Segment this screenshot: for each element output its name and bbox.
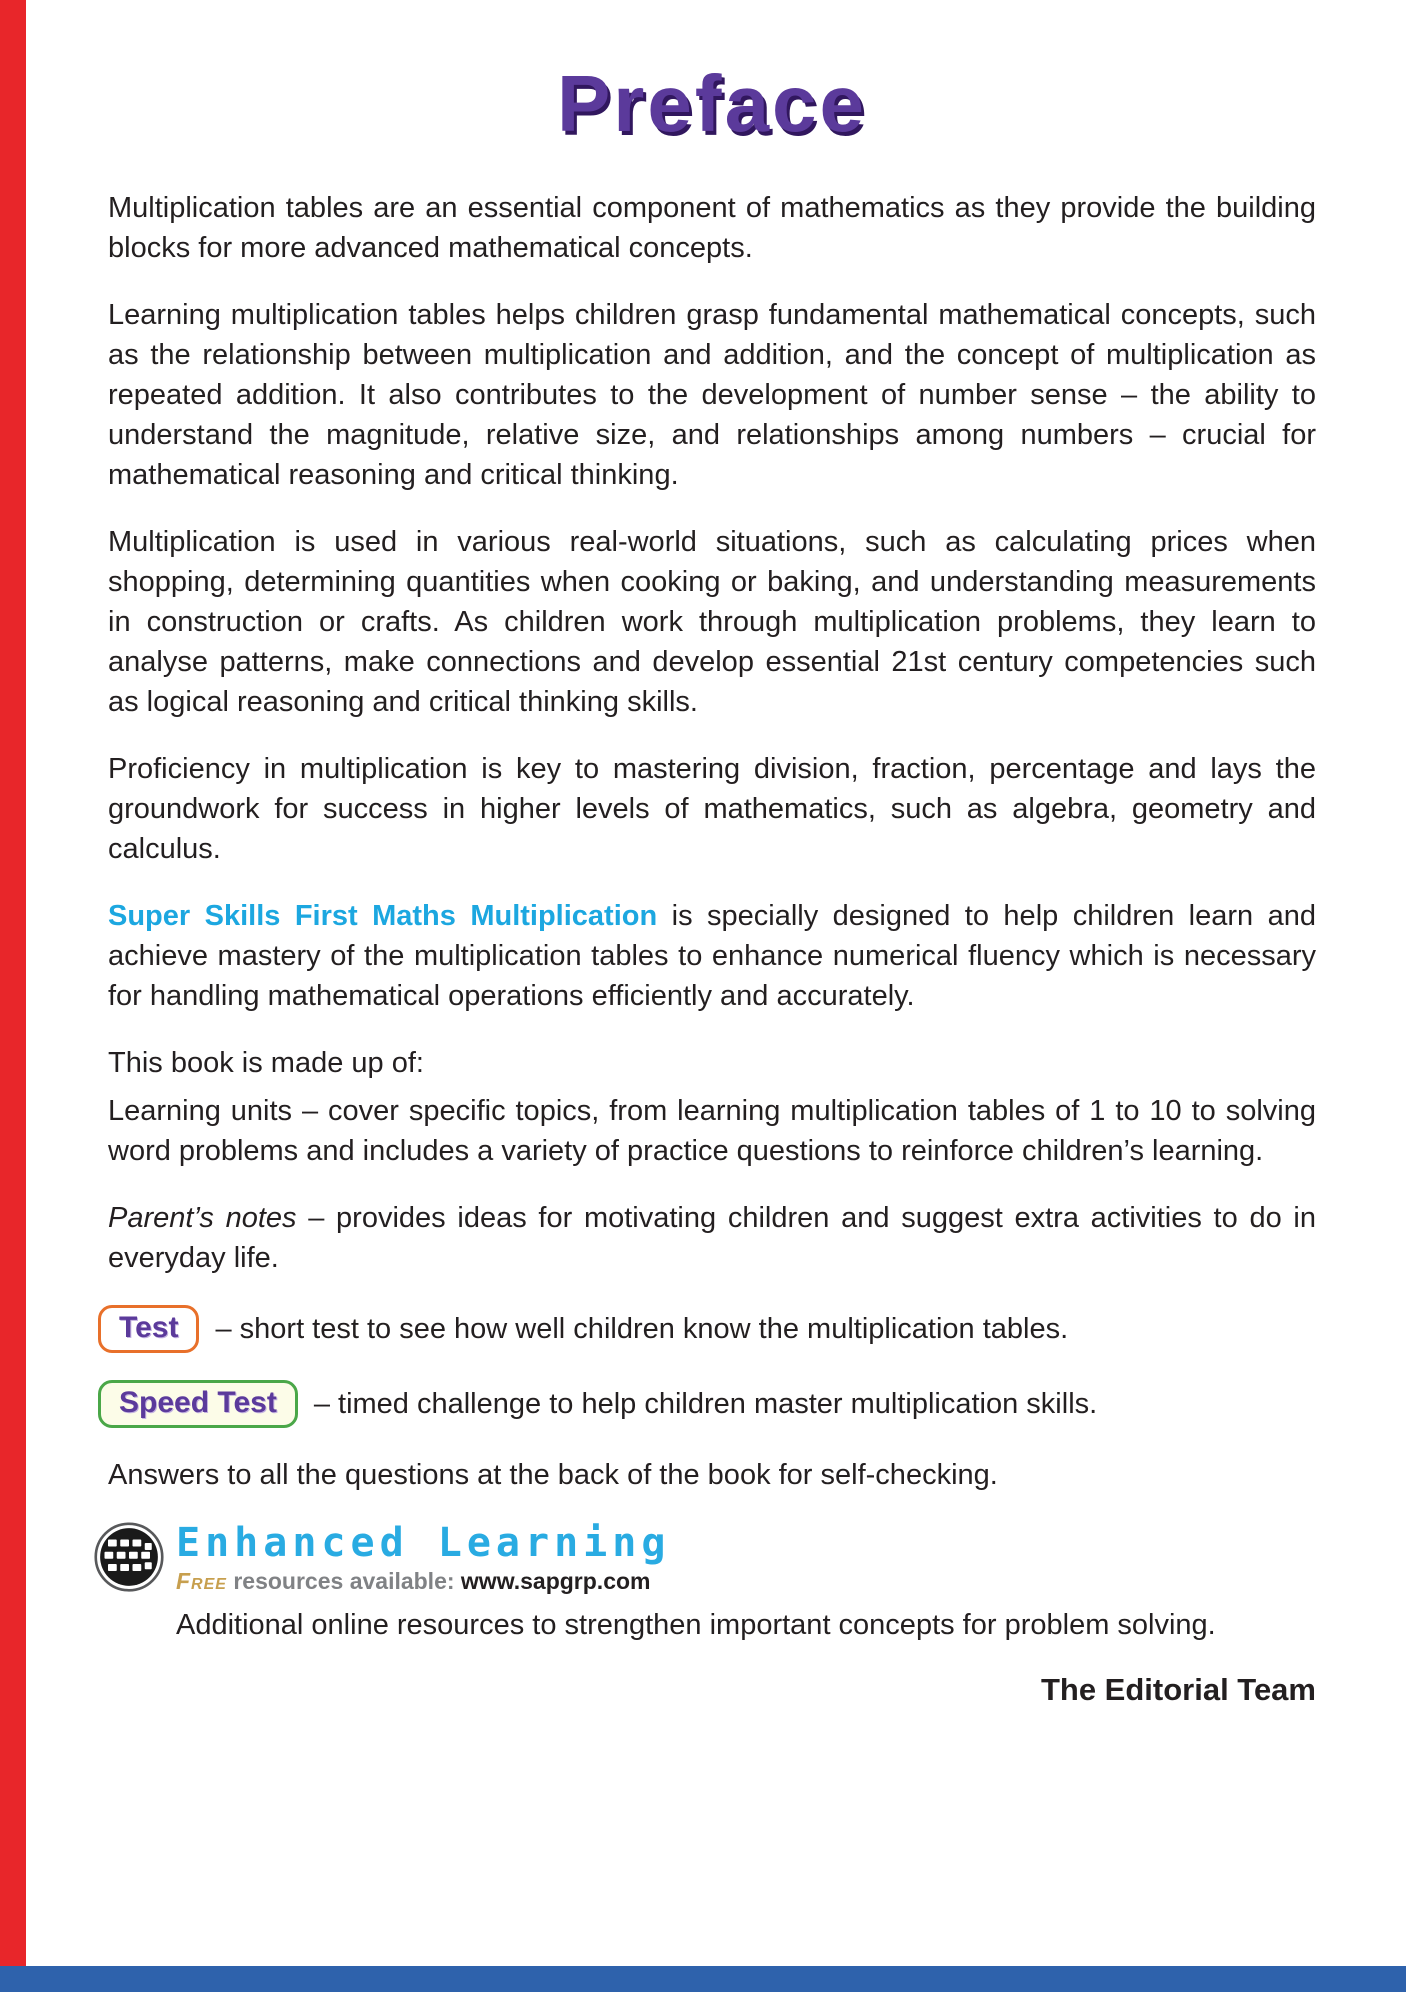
paragraph-proficiency: Proficiency in multiplication is key to mastering division, fraction, percentage and lays the groundwork for success in higher levels of mathematics, such as algebra, geometry and calculus. — [108, 753, 1316, 866]
speed-test-badge: Speed Test — [98, 1380, 298, 1428]
editorial-team-signature: The Editorial Team — [1040, 1672, 1316, 1708]
enhanced-learning-textblock — [176, 1522, 670, 1595]
resources-url: www.sapgrp.com — [460, 1568, 651, 1595]
enhanced-learning-subtitle — [176, 1568, 670, 1595]
bottom-accent-strip — [0, 1966, 1406, 1992]
speed-test-row — [98, 1380, 1316, 1428]
page-title: Preface — [556, 59, 868, 148]
enhanced-learning-block — [94, 1522, 1316, 1595]
paragraph-book-title — [108, 896, 1316, 1016]
parents-notes-rest: – provides ideas for motivating children and suggest extra activities to do in everyday life. — [108, 1202, 1316, 1275]
paragraph-made-up-of: This book is made up of: — [108, 1047, 424, 1080]
book-title-text: Super Skills First Maths Multiplication — [108, 900, 658, 933]
parents-notes-label: Parent’s notes — [108, 1202, 297, 1235]
test-badge: Test — [98, 1305, 199, 1353]
paragraph-parents-notes — [108, 1198, 1316, 1278]
book-title-rest: is specially designed to help children learn and achieve mastery of the multiplication tables to enhance numerical fluency which is necessary for handling mathematical operations efficiently and accurately. — [108, 900, 1316, 1013]
paragraph-learning-units: Learning units – cover specific topics, from learning multiplication tables of 1 to 10 to solving word problems and includes a variety of practice questions to reinforce children’s learning. — [108, 1095, 1316, 1168]
enhanced-learning-globe-icon — [94, 1522, 164, 1592]
enhanced-learning-title: Enhanced Learning — [176, 1520, 671, 1567]
paragraph-real-world: Multiplication is used in various real-world situations, such as calculating prices when shopping, determining quantities when cooking or baking, and understanding measurements in construction or crafts. As children work through multiplication problems, they learn to analyse patterns, make connections and develop essential 21st century competencies such as logical reasoning and critical thinking skills. — [108, 526, 1316, 719]
paragraph-intro: Multiplication tables are an essential component of mathematics as they provide the building blocks for more advanced mathematical concepts. — [108, 192, 1316, 265]
paragraph-learning-tables: Learning multiplication tables helps children grasp fundamental mathematical concepts, such as the relationship between multiplication and addition, and the concept of multiplication as repeated addition. It also contributes to the development of number sense – the ability to understand the magnitude, relative size, and relationships among numbers – crucial for mathematical reasoning and critical thinking. — [108, 299, 1316, 492]
left-accent-strip — [0, 0, 26, 1966]
resources-label: resources available: — [233, 1568, 455, 1595]
paragraph-online-resources: Additional online resources to strengthen important concepts for problem solving. — [176, 1609, 1216, 1642]
preface-page — [108, 58, 1316, 1708]
paragraph-answers: Answers to all the questions at the back of the book for self-checking. — [108, 1459, 998, 1492]
test-description: – short test to see how well children know the multiplication tables. — [215, 1312, 1069, 1345]
test-row — [98, 1305, 1316, 1353]
free-label: Free — [176, 1568, 227, 1595]
speed-test-description: – timed challenge to help children master multiplication skills. — [313, 1387, 1098, 1420]
